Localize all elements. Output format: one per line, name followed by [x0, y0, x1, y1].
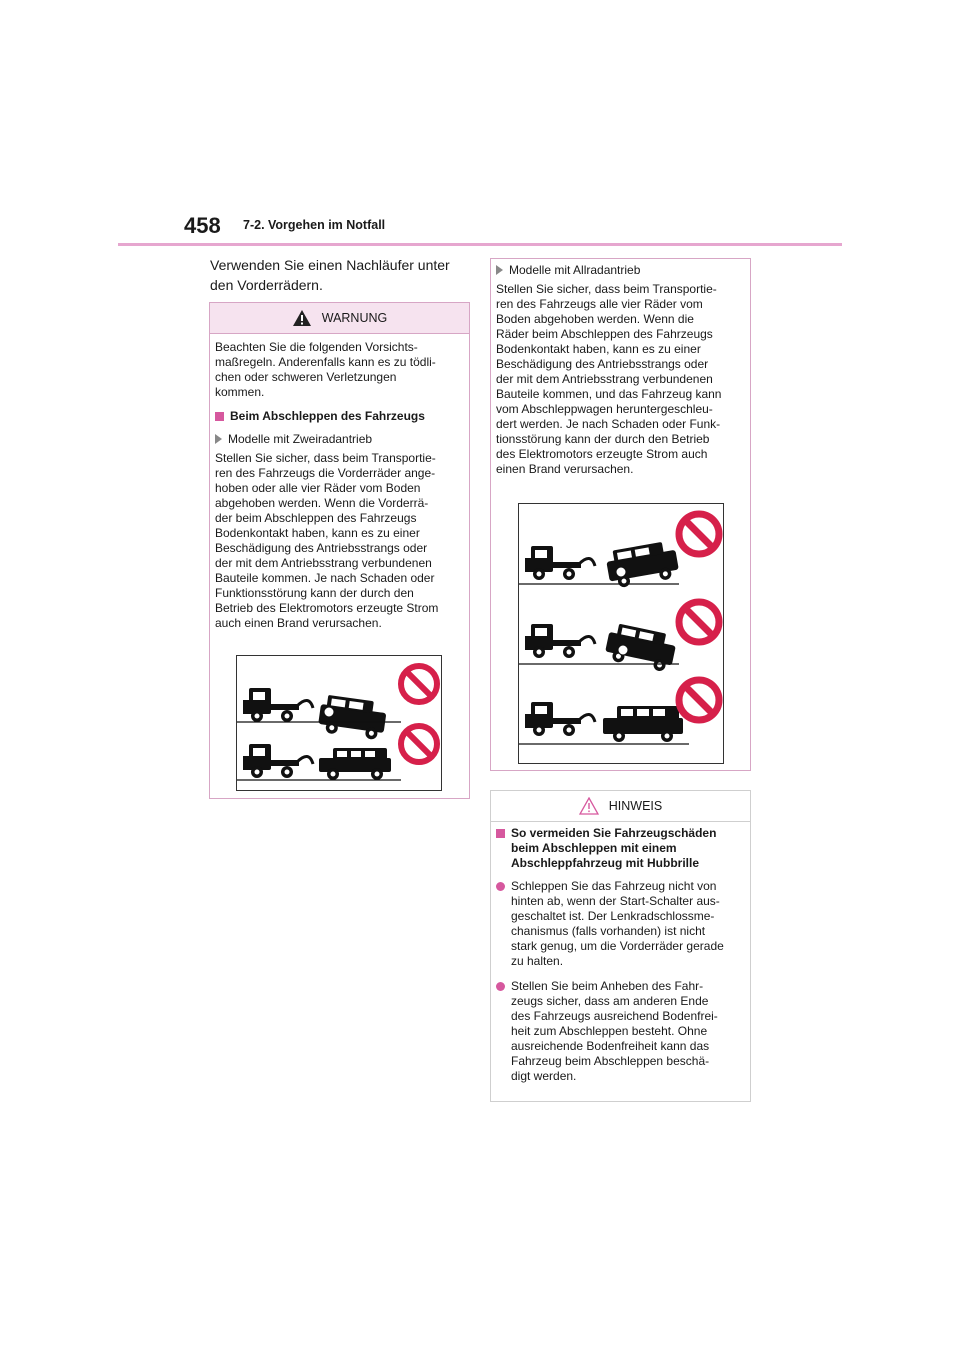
text-line: Bodenkontakt haben, kann es zu einer — [215, 526, 420, 540]
text-line: kommen. — [215, 385, 265, 399]
text-line: Fahrzeug beim Abschleppen beschä- — [511, 1054, 710, 1068]
towing-illustration-4wd — [518, 503, 724, 764]
text-line: chen oder schweren Verletzungen — [215, 370, 397, 384]
intro-text — [210, 255, 470, 295]
section-title: 7-2. Vorgehen im Notfall — [243, 218, 386, 232]
tow-truck-icon — [525, 624, 595, 658]
text-line: Abschleppfahrzeug mit Hubbrille — [511, 856, 700, 870]
warning-body — [210, 334, 469, 631]
tilted-car-icon — [317, 694, 388, 741]
tow-truck-icon — [525, 546, 595, 580]
text-line: der mit dem Antriebsstrang verbundenen — [215, 556, 432, 570]
warning-triangle-icon — [292, 309, 312, 327]
notice-body — [491, 822, 750, 1084]
tilted-car-icon — [604, 622, 678, 673]
text-line: Beachten Sie die folgenden Vorsichts- — [215, 340, 418, 354]
text-line: Bauteile kommen. Je nach Schaden oder — [215, 571, 435, 585]
notice-subheading — [496, 826, 745, 871]
notice-box — [490, 790, 751, 1102]
header-rule — [118, 243, 842, 246]
text-line: chanismus (falls vorhanden) ist nicht — [511, 924, 706, 938]
text-line: Beschädigung des Antriebsstrangs oder — [496, 357, 709, 371]
warning-header — [210, 303, 469, 334]
tow-truck-icon — [243, 688, 313, 722]
text-line: vom Abschleppwagen heruntergeschleu- — [496, 402, 713, 416]
tow-truck-icon — [243, 744, 313, 778]
warning-box-left — [209, 302, 470, 799]
text-line: So vermeiden Sie Fahrzeugschäden — [511, 826, 717, 840]
prohibited-sign-icon — [679, 680, 719, 720]
towing-illustration-2wd — [236, 655, 442, 791]
notice-title: HINWEIS — [608, 799, 663, 813]
text-line: geschaltet ist. Der Lenkradschlossme- — [511, 909, 715, 923]
triangle-bullet-icon — [215, 434, 222, 444]
text-line: der mit dem Antriebsstrang verbundenen — [496, 372, 713, 386]
text-line: des Elektromotors erzeugte Strom auch — [496, 447, 708, 461]
notice-triangle-icon — [579, 797, 599, 815]
text-line: Räder beim Abschleppen des Fahrzeugs — [496, 327, 713, 341]
text-line: hoben oder alle vier Räder vom Boden — [215, 481, 421, 495]
triangle-bullet-icon — [496, 265, 503, 275]
warning-intro-paragraph — [215, 340, 464, 400]
tow-truck-icon — [525, 702, 595, 736]
subheading-text — [511, 826, 716, 871]
text-line: heit zum Abschleppen besteht. Ohne — [511, 1024, 708, 1038]
subheading-text: Beim Abschleppen des Fahrzeugs — [230, 409, 425, 423]
text-line: stark genug, um die Vorderräder gerade — [511, 939, 724, 953]
round-bullet-icon — [496, 882, 505, 891]
text-line: maßregeln. Anderenfalls kann es zu tödli- — [215, 355, 436, 369]
text-line: der beim Abschleppen des Fahrzeugs — [215, 511, 417, 525]
text-line: Stellen Sie sicher, dass beim Transportie- — [215, 451, 436, 465]
text-line: Bauteile kommen, und das Fahrzeug kann — [496, 387, 722, 401]
prohibited-sign-icon — [679, 602, 719, 642]
prohibited-sign-icon — [401, 726, 437, 762]
text-line: Stellen Sie sicher, dass beim Transportie- — [496, 282, 717, 296]
intro-line-1: Verwenden Sie einen Nachläufer unter — [210, 257, 450, 273]
text-line: digt werden. — [511, 1069, 577, 1083]
text-line: zeugs sicher, dass am anderen Ende — [511, 994, 709, 1008]
notice-bullet-1 — [496, 879, 745, 969]
warning-title: WARNUNG — [321, 311, 388, 325]
text-line: Boden abgehoben werden. Wenn die — [496, 312, 694, 326]
text-line: auch einen Brand verursachen. — [215, 616, 382, 630]
page-number: 458 — [184, 213, 221, 238]
text-line: einen Brand verursachen. — [496, 462, 634, 476]
model-2wd-label — [215, 432, 464, 447]
text-line: Schleppen Sie das Fahrzeug nicht von — [511, 879, 717, 893]
model-label-text: Modelle mit Zweiradantrieb — [228, 432, 373, 446]
text-line: Bodenkontakt haben, kann es zu einer — [496, 342, 701, 356]
text-line: hinten ab, wenn der Start-Schalter aus- — [511, 894, 720, 908]
intro-line-2: den Vorderrädern. — [210, 277, 323, 293]
text-line: Beschädigung des Antriebsstrangs oder — [215, 541, 428, 555]
tilted-car-icon — [605, 540, 681, 590]
text-line: tionsstörung kann der durch den Betrieb — [496, 432, 710, 446]
warning-subheading — [215, 409, 464, 424]
warning-box-right — [490, 258, 751, 771]
text-line: des Fahrzeugs ausreichend Bodenfrei- — [511, 1009, 718, 1023]
warning-body-continued — [491, 259, 750, 477]
text-line: zu halten. — [511, 954, 564, 968]
text-line: ren des Fahrzeugs alle vier Räder vom — [496, 297, 703, 311]
bullet-text — [511, 979, 718, 1084]
round-bullet-icon — [496, 982, 505, 991]
model-label-text: Modelle mit Allradantrieb — [509, 263, 641, 277]
square-bullet-icon — [496, 829, 505, 838]
car-icon — [319, 748, 391, 780]
text-line: Funktionsstörung kann der durch den — [215, 586, 414, 600]
text-line: Stellen Sie beim Anheben des Fahr- — [511, 979, 704, 993]
text-line: ren des Fahrzeugs die Vorderräder ange- — [215, 466, 436, 480]
model-4wd-label — [496, 263, 745, 278]
text-line: beim Abschleppen mit einem — [511, 841, 677, 855]
paragraph-4wd — [496, 282, 745, 477]
square-bullet-icon — [215, 412, 224, 421]
car-icon — [603, 706, 683, 742]
text-line: Betrieb des Elektromotors erzeugte Strom — [215, 601, 439, 615]
notice-bullet-2 — [496, 979, 745, 1084]
bullet-text — [511, 879, 724, 969]
prohibited-sign-icon — [679, 514, 719, 554]
text-line: dert werden. Je nach Schaden oder Funk- — [496, 417, 721, 431]
paragraph-2wd — [215, 451, 464, 631]
notice-header — [491, 791, 750, 822]
text-line: abgehoben werden. Wenn die Vorderrä- — [215, 496, 429, 510]
prohibited-sign-icon — [401, 666, 437, 702]
text-line: ausreichende Bodenfreiheit kann das — [511, 1039, 710, 1053]
